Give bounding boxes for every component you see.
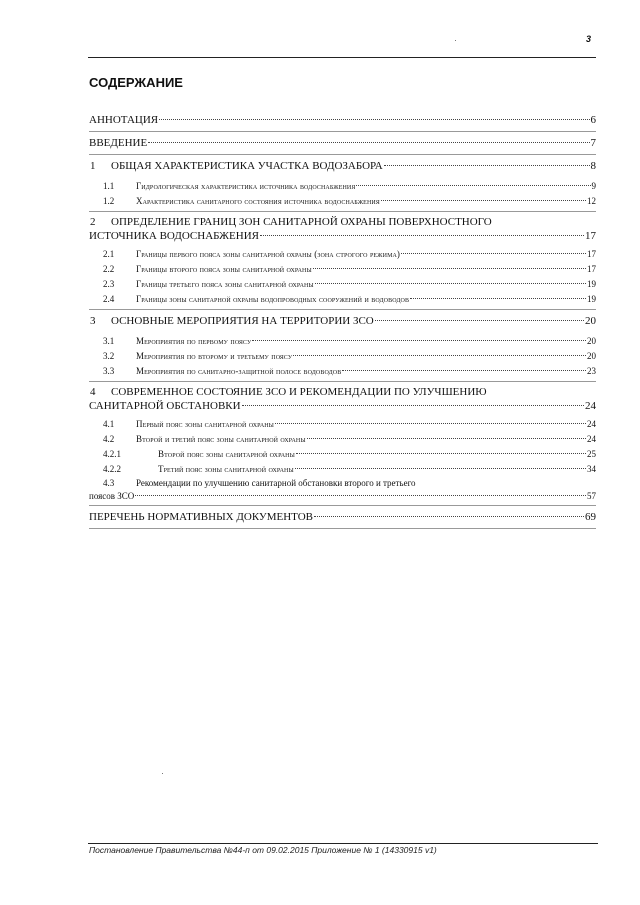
- toc-entry-section-1-1[interactable]: [89, 179, 596, 194]
- toc-entry-number: 4.2: [103, 434, 115, 444]
- toc-entry-number: 2.1: [103, 249, 115, 259]
- dot-leader: [314, 516, 584, 517]
- toc-entry-section-4-1[interactable]: [89, 417, 596, 432]
- divider: [89, 131, 596, 132]
- toc-entry-section-4-3[interactable]: [89, 477, 596, 503]
- toc-page-number: 20: [587, 336, 596, 346]
- toc-entry-title: Третий пояс зоны санитарной охраны: [158, 464, 294, 474]
- dot-leader: [148, 142, 589, 143]
- toc-entry-title: Второй пояс зоны санитарной охраны: [158, 449, 295, 459]
- toc-page-number: 17: [587, 264, 596, 274]
- toc-entry-section-3-3[interactable]: [89, 364, 596, 379]
- toc-page-number: 34: [587, 464, 596, 474]
- toc-entry-title: Мероприятия по санитарно-защитной полосе водоводов: [136, 366, 342, 376]
- toc-entry-section-3[interactable]: [89, 313, 596, 330]
- toc-entry-number: 3.3: [103, 366, 115, 376]
- toc-entry-number: 4.2.2: [103, 464, 121, 474]
- toc-entry-title-line-1: СОВРЕМЕННОЕ СОСТОЯНИЕ ЗСО И РЕКОМЕНДАЦИИ ПО УЛУЧШЕНИЮ: [111, 386, 487, 398]
- toc-page-number: 24: [587, 419, 596, 429]
- dot-leader: [159, 119, 589, 120]
- toc-page-number: 19: [587, 294, 596, 304]
- toc-entry-title: Второй и третий пояс зоны санитарной охраны: [136, 434, 306, 444]
- dot-leader: [252, 340, 586, 341]
- dot-leader: [410, 298, 586, 299]
- toc-page-number: 7: [590, 137, 596, 149]
- toc-entry-section-3-1[interactable]: [89, 334, 596, 349]
- dot-leader: [295, 468, 586, 469]
- dot-leader: [342, 370, 586, 371]
- dot-leader: [356, 185, 590, 186]
- divider: [89, 154, 596, 155]
- toc-entry-number: 3.1: [103, 336, 115, 346]
- dot-leader: [307, 438, 586, 439]
- toc-entry-section-2-2[interactable]: [89, 262, 596, 277]
- dot-leader: [315, 283, 586, 284]
- divider: [89, 381, 596, 382]
- toc-entry-number: 2.4: [103, 294, 115, 304]
- table-of-contents: [89, 112, 596, 532]
- toc-entry-number: 4.1: [103, 419, 115, 429]
- toc-entry-number: 3: [90, 315, 96, 327]
- toc-entry-title: АННОТАЦИЯ: [89, 114, 159, 126]
- toc-entry-title: Гидрологическая характеристика источника водоснабжения: [136, 181, 356, 191]
- toc-entry-title: Характеристика санитарного состояния источника водоснабжения: [136, 196, 380, 206]
- dot-leader: [135, 495, 586, 496]
- divider: [89, 211, 596, 212]
- toc-page-number: 6: [590, 114, 596, 126]
- toc-entry-section-1[interactable]: [89, 158, 596, 175]
- toc-entry-section-2-1[interactable]: [89, 247, 596, 262]
- dot-leader: [384, 165, 590, 166]
- toc-entry-intro[interactable]: [89, 135, 596, 152]
- toc-entry-section-2-4[interactable]: [89, 292, 596, 307]
- toc-entry-title: Границы третьего пояса зоны санитарной охраны: [136, 279, 314, 289]
- toc-page-number: 24: [585, 400, 596, 412]
- toc-entry-title-line-2: САНИТАРНОЙ ОБСТАНОВКИ: [89, 400, 241, 412]
- dot-leader: [296, 453, 586, 454]
- dot-leader: [375, 320, 584, 321]
- toc-entry-title-line-2: ИСТОЧНИКА ВОДОСНАБЖЕНИЯ: [89, 230, 259, 242]
- dot-leader: [275, 423, 586, 424]
- divider: [89, 528, 596, 529]
- toc-page-number: 23: [587, 366, 596, 376]
- dot-leader: [401, 253, 586, 254]
- toc-page-number: 19: [587, 279, 596, 289]
- toc-page-number: 25: [587, 449, 596, 459]
- dot-leader: [293, 355, 586, 356]
- toc-entry-title-line-1: ОПРЕДЕЛЕНИЕ ГРАНИЦ ЗОН САНИТАРНОЙ ОХРАНЫ ПОВЕРХНОСТНОГО: [111, 216, 492, 228]
- footer-rule: [88, 843, 598, 844]
- dot-leader: [381, 200, 586, 201]
- toc-entry-section-2[interactable]: [89, 215, 596, 243]
- toc-entry-title: ОБЩАЯ ХАРАКТЕРИСТИКА УЧАСТКА ВОДОЗАБОРА: [111, 160, 383, 172]
- toc-entry-number: 4.2.1: [103, 449, 121, 459]
- toc-entry-title: Мероприятия по первому поясу: [136, 336, 252, 346]
- toc-entry-number: 1.2: [103, 196, 115, 206]
- toc-page-number: 69: [585, 511, 596, 523]
- toc-entry-section-4-2-1[interactable]: [89, 447, 596, 462]
- toc-page-number: 17: [587, 249, 596, 259]
- toc-entry-number: 2.3: [103, 279, 115, 289]
- toc-entry-number: 4: [90, 386, 96, 398]
- footer-text: Постановление Правительства №44-п от 09.02.2015 Приложение № 1 (14330915 v1): [89, 845, 437, 855]
- toc-entry-regulations[interactable]: [89, 509, 596, 526]
- toc-entry-annotation[interactable]: [89, 112, 596, 129]
- toc-entry-title-line-2: поясов ЗСО: [89, 491, 135, 501]
- toc-page-number: 20: [587, 351, 596, 361]
- toc-page-number: 8: [590, 160, 596, 172]
- toc-entry-title: ВВЕДЕНИЕ: [89, 137, 148, 149]
- toc-entry-title: ОСНОВНЫЕ МЕРОПРИЯТИЯ НА ТЕРРИТОРИИ ЗСО: [111, 315, 374, 327]
- toc-entry-title: Границы второго пояса зоны санитарной охраны: [136, 264, 312, 274]
- dot-leader: [260, 235, 584, 236]
- toc-entry-title: ПЕРЕЧЕНЬ НОРМАТИВНЫХ ДОКУМЕНТОВ: [89, 511, 314, 523]
- toc-entry-title: Границы первого пояса зоны санитарной охраны (зона строгого режима): [136, 249, 401, 259]
- toc-entry-number: 4.3: [103, 478, 115, 488]
- toc-entry-section-4-2[interactable]: [89, 432, 596, 447]
- toc-entry-section-3-2[interactable]: [89, 349, 596, 364]
- toc-entry-number: 1.1: [103, 181, 115, 191]
- toc-entry-title: Границы зоны санитарной охраны водопроводных сооружений и водоводов: [136, 294, 410, 304]
- header-rule: [88, 57, 596, 58]
- toc-entry-number: 2: [90, 216, 96, 228]
- dot-leader: [313, 268, 586, 269]
- divider: [89, 309, 596, 310]
- toc-entry-section-1-2[interactable]: [89, 194, 596, 209]
- toc-entry-section-4[interactable]: [89, 385, 596, 413]
- toc-entry-section-2-3[interactable]: [89, 277, 596, 292]
- divider: [89, 505, 596, 506]
- dot-leader: [242, 405, 584, 406]
- toc-page-number: 9: [591, 181, 596, 191]
- toc-page-number: 20: [585, 315, 596, 327]
- toc-entry-title-line-1: Рекомендации по улучшению санитарной обстановки второго и третьего: [136, 478, 416, 488]
- toc-entry-title: Мероприятия по второму и третьему поясу: [136, 351, 293, 361]
- toc-entry-number: 2.2: [103, 264, 115, 274]
- toc-page-number: 24: [587, 434, 596, 444]
- toc-entry-number: 1: [90, 160, 96, 172]
- toc-page-number: 12: [587, 196, 596, 206]
- toc-entry-number: 3.2: [103, 351, 115, 361]
- toc-entry-title: Первый пояс зоны санитарной охраны: [136, 419, 275, 429]
- page-number: 3: [586, 34, 592, 44]
- toc-entry-section-4-2-2[interactable]: [89, 462, 596, 477]
- page-title: СОДЕРЖАНИЕ: [89, 75, 183, 90]
- toc-page-number: 57: [587, 491, 596, 501]
- toc-page-number: 17: [585, 230, 596, 242]
